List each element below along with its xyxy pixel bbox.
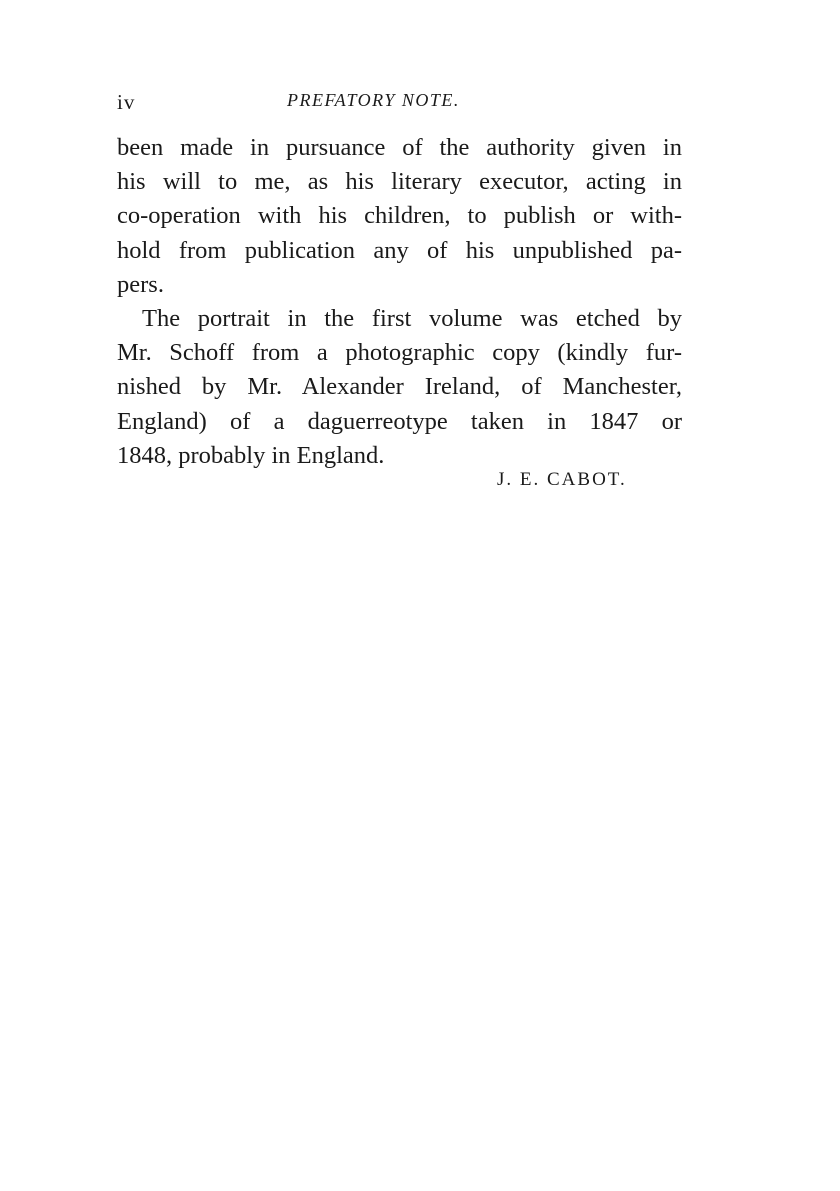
- paragraph-portrait-note: [117, 302, 682, 473]
- text-line: hold from publication any of his unpublished pa-: [117, 236, 682, 264]
- text-line: nished by Mr. Alexander Ireland, of Manchester,: [117, 373, 682, 401]
- body-text: [117, 131, 682, 473]
- text-line: 1848, probably in England.: [117, 441, 385, 469]
- text-line: England) of a daguerreotype taken in 1847 or: [117, 407, 682, 435]
- text-line: pers.: [117, 270, 164, 298]
- running-head: PREFATORY NOTE.: [287, 90, 460, 110]
- text-line: Mr. Schoff from a photographic copy (kindly fur-: [117, 339, 682, 367]
- text-line: co-operation with his children, to publish or with-: [117, 202, 682, 230]
- page-header: [117, 90, 682, 116]
- signature: J. E. CABOT.: [497, 469, 627, 490]
- paragraph-continuation: [117, 131, 682, 302]
- text-line: The portrait in the first volume was etched by: [142, 304, 682, 332]
- text-line: his will to me, as his literary executor, acting in: [117, 168, 682, 196]
- text-line: been made in pursuance of the authority given in: [117, 134, 682, 161]
- page-number: iv: [117, 90, 136, 114]
